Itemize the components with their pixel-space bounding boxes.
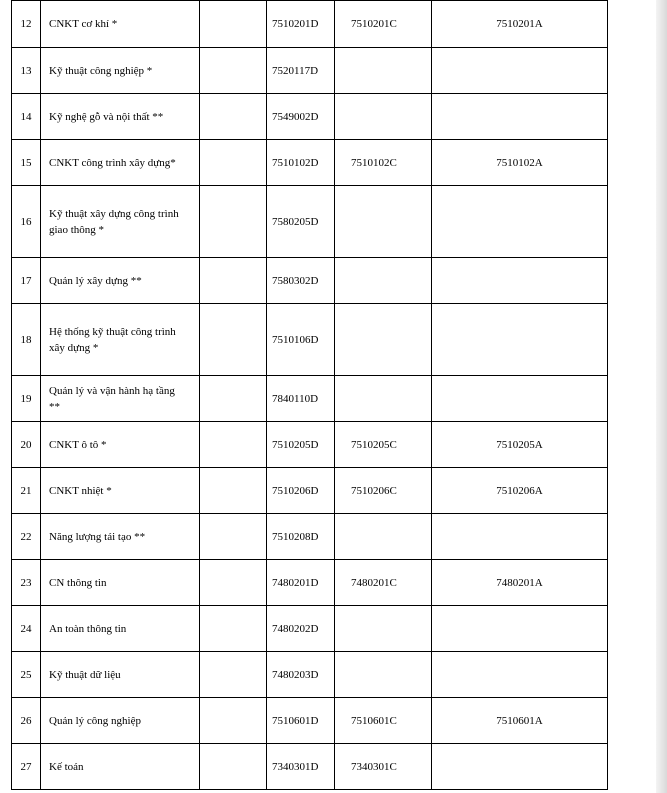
program-name: CNKT công trình xây dựng* — [49, 156, 176, 169]
program-name: Quản lý và vận hành hạ tầng ** — [49, 384, 175, 413]
code-a: 7480201A — [432, 560, 608, 606]
table-row — [12, 744, 608, 790]
program-name: Kỹ nghệ gỗ và nội thất ** — [49, 110, 164, 123]
empty-cell — [200, 652, 267, 698]
row-number: 25 — [12, 652, 41, 698]
code-d: 7510206D — [267, 468, 335, 514]
code-d: 7510102D — [267, 140, 335, 186]
code-d: 7520117D — [267, 48, 335, 94]
table-row — [12, 468, 608, 514]
empty-cell — [200, 1, 267, 48]
table-row — [12, 514, 608, 560]
row-number: 21 — [12, 468, 41, 514]
empty-cell — [200, 94, 267, 140]
code-a — [432, 186, 608, 258]
code-a — [432, 48, 608, 94]
code-a — [432, 652, 608, 698]
code-c — [335, 514, 432, 560]
table-row — [12, 140, 608, 186]
row-number: 15 — [12, 140, 41, 186]
code-c — [335, 652, 432, 698]
program-name: Kỹ thuật xây dựng công trình giao thông * — [49, 207, 179, 236]
code-a: 7510601A — [432, 698, 608, 744]
code-c: 7340301C — [335, 744, 432, 790]
code-c — [335, 48, 432, 94]
code-d: 7510201D — [267, 1, 335, 48]
code-c — [335, 304, 432, 376]
code-c: 7480201C — [335, 560, 432, 606]
code-c — [335, 94, 432, 140]
code-d: 7580205D — [267, 186, 335, 258]
code-c: 7510205C — [335, 422, 432, 468]
code-a — [432, 514, 608, 560]
empty-cell — [200, 468, 267, 514]
code-a — [432, 606, 608, 652]
code-d: 7510106D — [267, 304, 335, 376]
code-a: 7510201A — [432, 1, 608, 48]
row-number: 27 — [12, 744, 41, 790]
code-c: 7510206C — [335, 468, 432, 514]
code-c — [335, 258, 432, 304]
row-number: 23 — [12, 560, 41, 606]
code-d: 7510208D — [267, 514, 335, 560]
table-row — [12, 94, 608, 140]
code-a: 7510205A — [432, 422, 608, 468]
code-d: 7549002D — [267, 94, 335, 140]
row-number: 24 — [12, 606, 41, 652]
code-a: 7510102A — [432, 140, 608, 186]
code-a: 7510206A — [432, 468, 608, 514]
code-d: 7480203D — [267, 652, 335, 698]
table-row — [12, 1, 608, 48]
table-row — [12, 422, 608, 468]
row-number: 19 — [12, 376, 41, 422]
program-name: Quản lý công nghiệp — [49, 714, 141, 727]
code-d: 7840110D — [267, 376, 335, 422]
code-d: 7510601D — [267, 698, 335, 744]
empty-cell — [200, 698, 267, 744]
table-row — [12, 376, 608, 422]
code-c: 7510201C — [335, 1, 432, 48]
table-row — [12, 560, 608, 606]
program-name: CNKT ô tô * — [49, 438, 107, 451]
program-name: Quản lý xây dựng ** — [49, 274, 142, 287]
empty-cell — [200, 186, 267, 258]
program-name: Hệ thống kỹ thuật công trình xây dựng * — [49, 325, 176, 354]
empty-cell — [200, 48, 267, 94]
row-number: 17 — [12, 258, 41, 304]
row-number: 13 — [12, 48, 41, 94]
row-number: 14 — [12, 94, 41, 140]
code-a — [432, 258, 608, 304]
code-d: 7480202D — [267, 606, 335, 652]
empty-cell — [200, 606, 267, 652]
program-name: CNKT nhiệt * — [49, 484, 112, 497]
program-name: CNKT cơ khí * — [49, 18, 118, 30]
program-table — [11, 0, 608, 790]
code-a — [432, 744, 608, 790]
empty-cell — [200, 258, 267, 304]
table-row — [12, 304, 608, 376]
row-number: 18 — [12, 304, 41, 376]
code-c: 7510102C — [335, 140, 432, 186]
code-d: 7480201D — [267, 560, 335, 606]
program-name: Kỹ thuật dữ liệu — [49, 668, 121, 681]
code-d: 7580302D — [267, 258, 335, 304]
code-a — [432, 304, 608, 376]
code-c — [335, 606, 432, 652]
row-number: 20 — [12, 422, 41, 468]
program-name: Năng lượng tái tạo ** — [49, 530, 146, 543]
empty-cell — [200, 422, 267, 468]
empty-cell — [200, 304, 267, 376]
program-name: Kế toán — [49, 760, 84, 773]
program-name: An toàn thông tin — [49, 622, 127, 635]
code-c — [335, 376, 432, 422]
empty-cell — [200, 140, 267, 186]
program-name: CN thông tin — [49, 576, 107, 589]
row-number: 12 — [12, 1, 41, 48]
table-row — [12, 186, 608, 258]
code-a — [432, 94, 608, 140]
code-d: 7510205D — [267, 422, 335, 468]
code-c: 7510601C — [335, 698, 432, 744]
program-name: Kỹ thuật công nghiệp * — [49, 64, 153, 77]
table-row — [12, 698, 608, 744]
code-a — [432, 376, 608, 422]
code-d: 7340301D — [267, 744, 335, 790]
table-row — [12, 652, 608, 698]
empty-cell — [200, 514, 267, 560]
row-number: 16 — [12, 186, 41, 258]
table-row — [12, 258, 608, 304]
table-row — [12, 606, 608, 652]
empty-cell — [200, 560, 267, 606]
empty-cell — [200, 376, 267, 422]
empty-cell — [200, 744, 267, 790]
page-edge-shadow — [656, 0, 667, 793]
table-row — [12, 48, 608, 94]
row-number: 22 — [12, 514, 41, 560]
row-number: 26 — [12, 698, 41, 744]
code-c — [335, 186, 432, 258]
